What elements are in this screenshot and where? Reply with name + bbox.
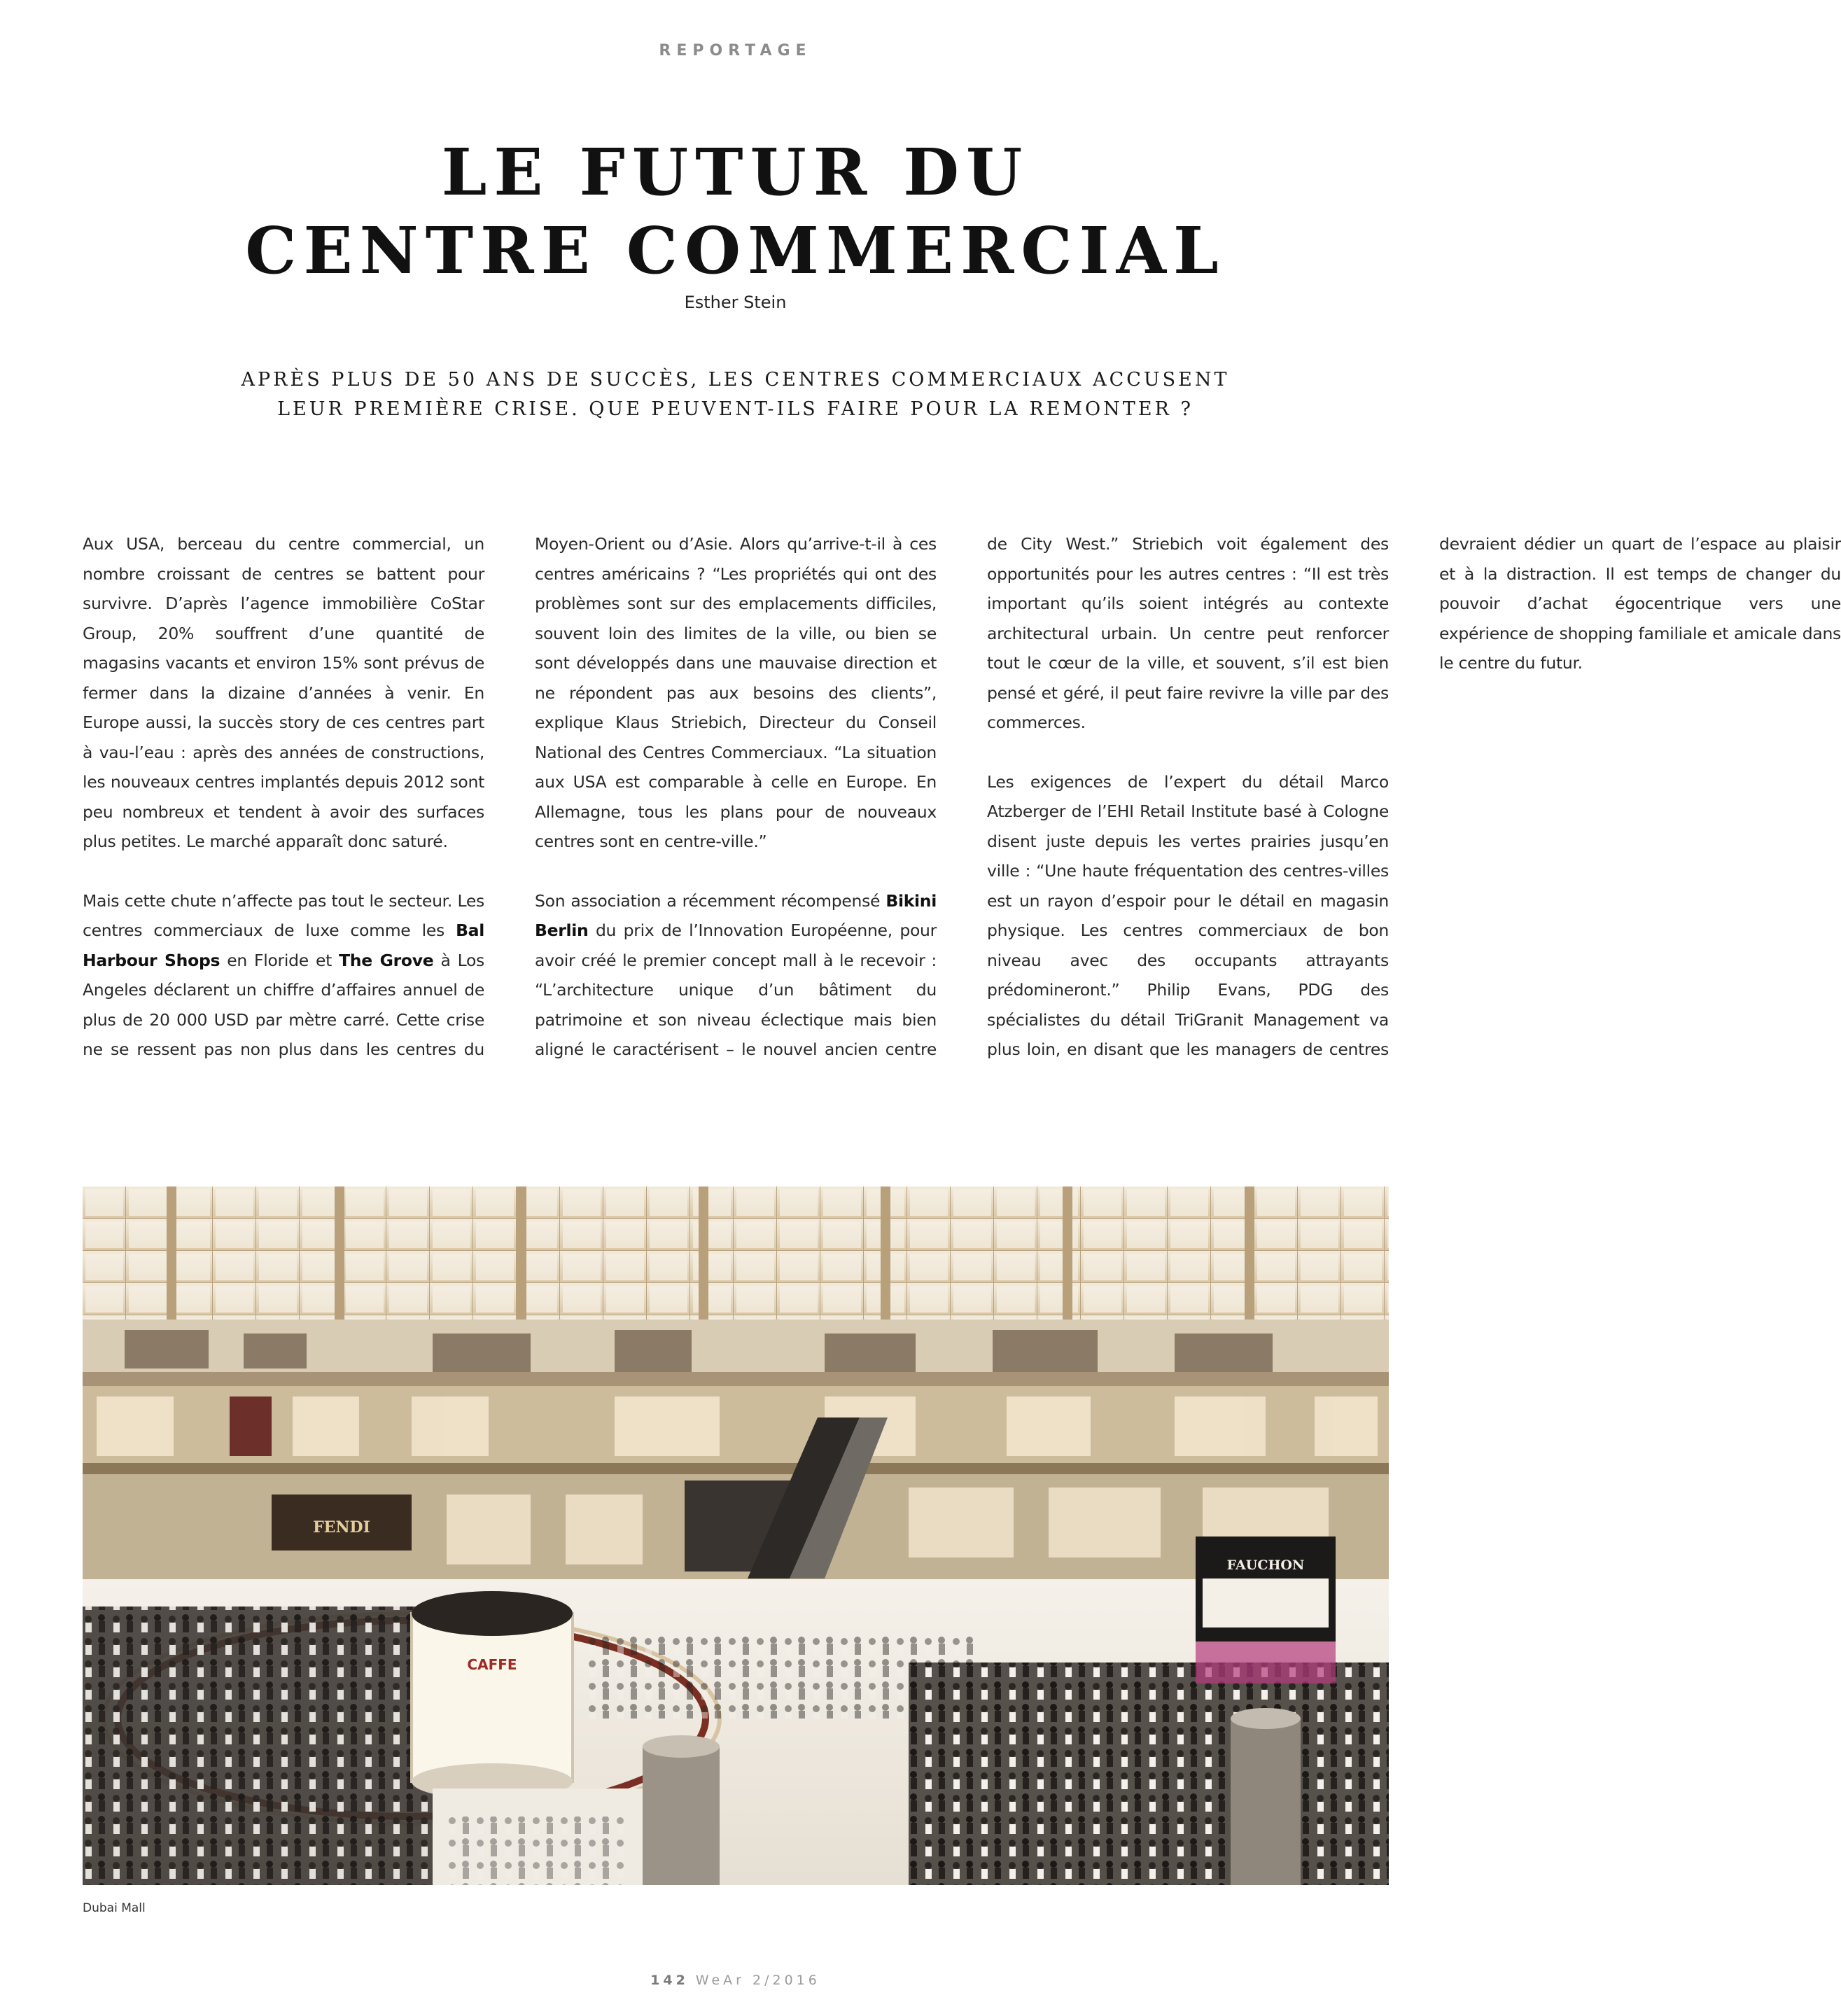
sign-fauchon: FAUCHON bbox=[1226, 1558, 1305, 1573]
issue-label: WeAr 2/2016 bbox=[695, 1973, 820, 1988]
body-paragraph-4: Les exigences de l’expert du détail Marco Atzberger de l’EHI Retail Institute basé à Cologne disent juste depuis les vertes prairies jusqu’en ville : “Une haute fréquentation des centres-villes est un rayon d’espoir pour le détail en magasin physique. Les centres commerciaux de bon niveau avec des occupants attrayants prédomineront.” Philip Evans, PDG des spécialistes du détail TriGranit Management va plus loin, en disant que les managers de centres devraient dédier un quart de l’espace au plaisir et à la distraction. Il est temps de changer du pouvoir d’achat égocentrique vers une expérience de shopping familiale et amicale dans le centre du futur. bbox=[987, 534, 1841, 1059]
text-run: Mais cette chute n’affecte pas tout le secteur. Les centres commerciaux de luxe comme les bbox=[83, 890, 484, 940]
lead-line-1: APRÈS PLUS DE 50 ANS DE SUCCÈS, LES CENTRES COMMERCIAUX ACCUSENT bbox=[241, 369, 1230, 391]
text-run: à Los Angeles déclarent un chiffre d’affaires annuel de plus de 20 000 USD par mètre carré. Cette crise ne se ressent pas non plus dans les centres du Moyen-Orient ou d’Asie. Alors qu’arrive-t-il à ces centres américains ? “Les propriétés qui ont des problèmes sont sur des emplacements difficiles, souvent loin des limites de la ville, ou bien se sont développés dans une mauvaise direction et ne répondent pas aux besoins des clients”, explique Klaus Striebich, Directeur du Conseil National des Centres Commerciaux. “La situation aux USA est comparable à celle en Europe. En Allemagne, tous les plans pour de nouveaux centres sont en centre-ville.” bbox=[83, 534, 937, 1059]
text-run: Son association a récemment récompensé bbox=[535, 890, 886, 911]
sign-caffe: CAFFE bbox=[467, 1656, 517, 1673]
section-label: REPORTAGE bbox=[659, 42, 812, 59]
page-number: 142 bbox=[650, 1973, 689, 1988]
bold-term-the-grove: The Grove bbox=[339, 950, 434, 970]
lead-paragraph bbox=[0, 365, 1471, 424]
article-title bbox=[0, 133, 1471, 290]
title-line-1: LE FUTUR DU bbox=[441, 134, 1030, 210]
text-run: en Floride et bbox=[220, 950, 340, 970]
page-folio bbox=[0, 1973, 1471, 1988]
sign-fendi: FENDI bbox=[313, 1518, 370, 1536]
mall-photo-illustration bbox=[83, 1186, 1389, 1885]
bold-term-bikini-berlin: Bikini Berlin bbox=[535, 890, 937, 940]
mall-photo bbox=[83, 1186, 1389, 1885]
text-run: du prix de l’Innovation Européenne, pour avoir créé le premier concept mall à le recevoir : “L’architecture unique d’un bâtiment du patrimoine et son niveau éclectique mais bien aligné le caractérisent – le nouvel ancien centre de City West.” Striebich voit également des opportunités pour les autres centres : “Il est très important qu’ils soient intégrés au contexte architectural urbain. Un centre peut renforcer tout le cœur de la ville, et souvent, s’il est bien pensé et géré, il peut faire revivre la ville par des commerces. bbox=[535, 534, 1389, 1059]
body-paragraph-1: Aux USA, berceau du centre commercial, un nombre croissant de centres se battent pour survivre. D’après l’agence immobilière CoStar Group, 20% souffrent d’une quantité de magasins vacants et environ 15% sont prévus de fermer dans la dizaine d’années à venir. En Europe aussi, la succès story de ces centres part à vau-l’eau : après des années de constructions, les nouveaux centres implantés depuis 2012 sont peu nombreux et tendent à avoir des surfaces plus petites. Le marché apparaît donc saturé. bbox=[83, 534, 484, 851]
bold-term-bal-harbour: Bal Harbour Shops bbox=[83, 920, 484, 970]
author-byline: Esther Stein bbox=[684, 293, 787, 312]
photo-caption: Dubai Mall bbox=[83, 1901, 146, 1915]
article-body bbox=[83, 529, 1841, 1075]
lead-line-2: LEUR PREMIÈRE CRISE. QUE PEUVENT-ILS FAIRE POUR LA REMONTER ? bbox=[277, 398, 1194, 420]
title-line-2: CENTRE COMMERCIAL bbox=[245, 213, 1226, 288]
